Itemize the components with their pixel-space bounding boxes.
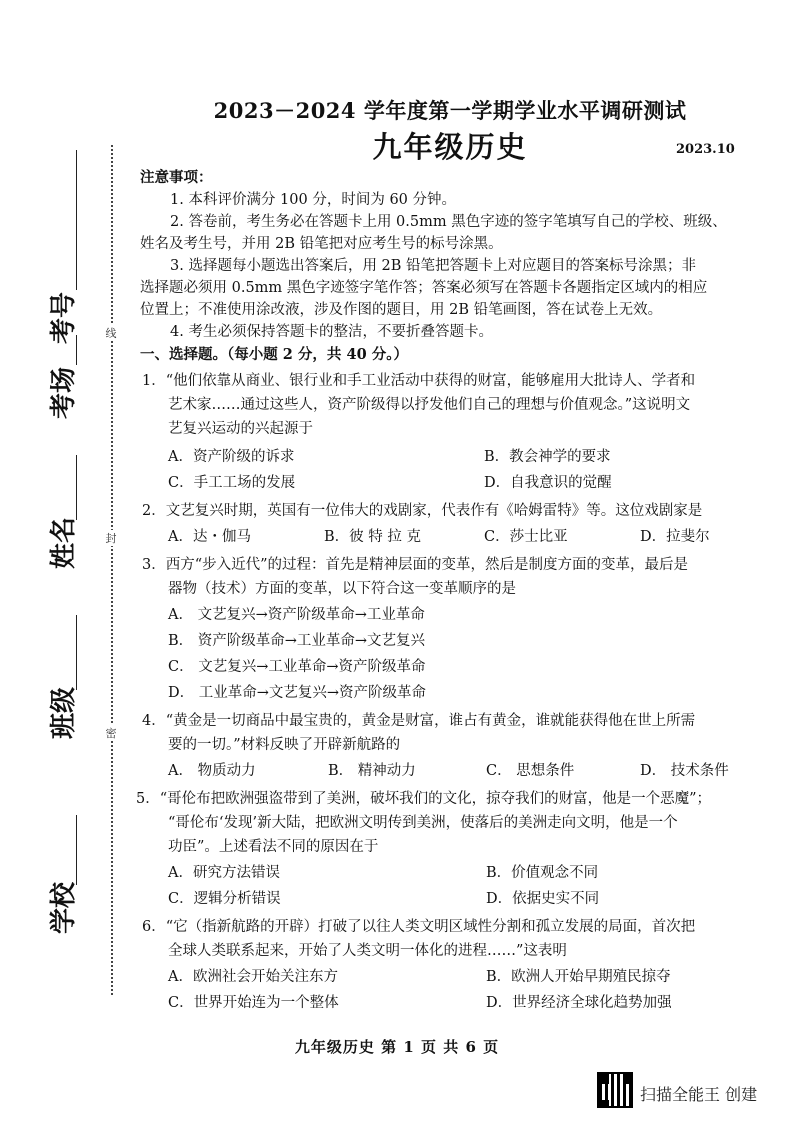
question-3-line: 3．西方“步入近代”的过程：首先是精神层面的变革，然后是制度方面的变革，最后是 [142, 557, 689, 573]
question-5-option-c: C．逻辑分析错误 [168, 891, 281, 907]
question-4-line: 要的一切。”材料反映了开辟新航路的 [168, 737, 401, 753]
question-5-option-b: B．价值观念不同 [486, 865, 599, 881]
question-3-option-c: C． 文艺复兴→工业革命→资产阶级革命 [168, 659, 426, 675]
question-3-line: 器物（技术）方面的变革，以下符合这一变革顺序的是 [168, 581, 516, 597]
question-6-line: 6．“它（指新航路的开辟）打破了以往人类文明区域性分割和孤立发展的局面，首次把 [142, 919, 696, 935]
question-1-line: 艺复兴运动的兴起源于 [168, 421, 313, 437]
exam-title: 2023－2024 学年度第一学期学业水平调研测试 [213, 98, 687, 123]
seal-word: 封 [96, 530, 126, 546]
fill-line [76, 815, 77, 885]
question-5-option-d: D．依据史实不同 [486, 891, 600, 907]
question-2-option-b: B．彼 特 拉 克 [324, 529, 421, 545]
exam-room-field [42, 335, 86, 455]
question-6-option-b: B．欧洲人开始早期殖民掠夺 [486, 969, 671, 985]
question-4-option-b: B． 精神动力 [328, 763, 416, 779]
question-5-line: “哥伦布‘发现’新大陆，把欧洲文明传到美洲，使落后的美洲走向文明，他是一个 [168, 815, 678, 831]
question-1-option-b: B．教会神学的要求 [484, 449, 611, 465]
question-4-line: 4．“黄金是一切商品中最宝贵的，黄金是财富，谁占有黄金，谁就能获得他在世上所需 [142, 713, 696, 729]
question-1-option-d: D．自我意识的觉醒 [484, 475, 612, 491]
question-2-option-c: C．莎士比亚 [484, 529, 568, 545]
seal-word: 密 [96, 725, 126, 741]
student-name-label: 姓名 [49, 516, 79, 569]
page-footer: 九年级历史 第 1 页 共 6 页 [294, 1038, 500, 1056]
question-6-line: 全球人类联系起来，开始了人类文明一体化的进程……”这表明 [168, 943, 567, 959]
school-label: 学校 [49, 881, 79, 934]
fill-line [76, 335, 77, 365]
seal-word: 线 [96, 325, 126, 341]
fill-line [76, 615, 77, 690]
exam-number-field [42, 150, 86, 344]
notice-item: 4. 考生必须保持答题卡的整洁，不要折叠答题卡。 [170, 324, 493, 340]
notice-item: 姓名及考生号，并用 2B 铅笔把对应考生号的标号涂黑。 [140, 236, 503, 252]
question-3-option-b: B． 资产阶级革命→工业革命→文艺复兴 [168, 633, 426, 649]
student-name-field [42, 455, 86, 615]
exam-room-label: 考场 [49, 366, 79, 419]
exam-number-label: 考号 [49, 291, 79, 344]
question-4-option-d: D． 技术条件 [640, 763, 729, 779]
notice-item: 1. 本科评价满分 100 分，时间为 60 分钟。 [170, 192, 457, 208]
class-label: 班级 [49, 686, 79, 739]
question-2-option-a: A．达・伽马 [168, 529, 251, 545]
question-5-line: 功臣”。上述看法不同的原因在于 [168, 839, 379, 855]
question-1-option-a: A．资产阶级的诉求 [168, 449, 295, 465]
question-3-option-a: A． 文艺复兴→资产阶级革命→工业革命 [168, 607, 425, 623]
question-6-option-a: A．欧洲社会开始关注东方 [168, 969, 338, 985]
question-1-line: 艺术家……通过这些人，资产阶级得以抒发他们自己的理想与价值观念。”这说明文 [168, 397, 691, 413]
section-heading: 一、选择题。（每小题 2 分，共 40 分。） [140, 346, 408, 363]
question-5-line: 5．“哥伦布把欧洲强盗带到了美洲，破坏我们的文化，掠夺我们的财富，他是一个恶魔”； [136, 791, 712, 807]
notice-item: 位置上；不准使用涂改液，涉及作图的题目，用 2B 铅笔画图，答在试卷上无效。 [140, 302, 663, 318]
question-5-option-a: A．研究方法错误 [168, 865, 280, 881]
question-1-option-c: C．手工工场的发展 [168, 475, 296, 491]
qr-code-icon [597, 1072, 633, 1108]
school-field [42, 815, 86, 955]
class-field [42, 615, 86, 815]
notice-item: 2. 答卷前，考生务必在答题卡上用 0.5mm 黑色字迹的签字笔填写自己的学校、班级、 [170, 214, 727, 230]
scanner-watermark: 扫描全能王 创建 [640, 1085, 758, 1104]
question-4-option-c: C． 思想条件 [486, 763, 575, 779]
question-2-line: 2．文艺复兴时期，英国有一位伟大的戏剧家，代表作有《哈姆雷特》等。这位戏剧家是 [142, 503, 703, 519]
seal-line [111, 145, 113, 995]
question-6-option-c: C．世界开始连为一个整体 [168, 995, 339, 1011]
subject-title: 九年级历史 [372, 130, 528, 164]
exam-date: 2023.10 [676, 142, 735, 157]
question-2-option-d: D．拉斐尔 [640, 529, 710, 545]
notice-item: 3. 选择题每小题选出答案后，用 2B 铅笔把答题卡上对应题目的答案标号涂黑；非 [170, 258, 697, 274]
question-3-option-d: D． 工业革命→文艺复兴→资产阶级革命 [168, 685, 427, 701]
notice-item: 选择题必须用 0.5mm 黑色字迹签字笔作答；答案必须写在答题卡各题指定区域内的相应 [140, 280, 708, 296]
fill-line [76, 150, 77, 290]
notice-heading: 注意事项： [140, 169, 213, 186]
fill-line [76, 455, 77, 520]
question-1-line: 1．“他们依靠从商业、银行业和手工业活动中获得的财富，能够雇用大批诗人、学者和 [142, 373, 696, 389]
question-4-option-a: A． 物质动力 [168, 763, 256, 779]
question-6-option-d: D．世界经济全球化趋势加强 [486, 995, 672, 1011]
